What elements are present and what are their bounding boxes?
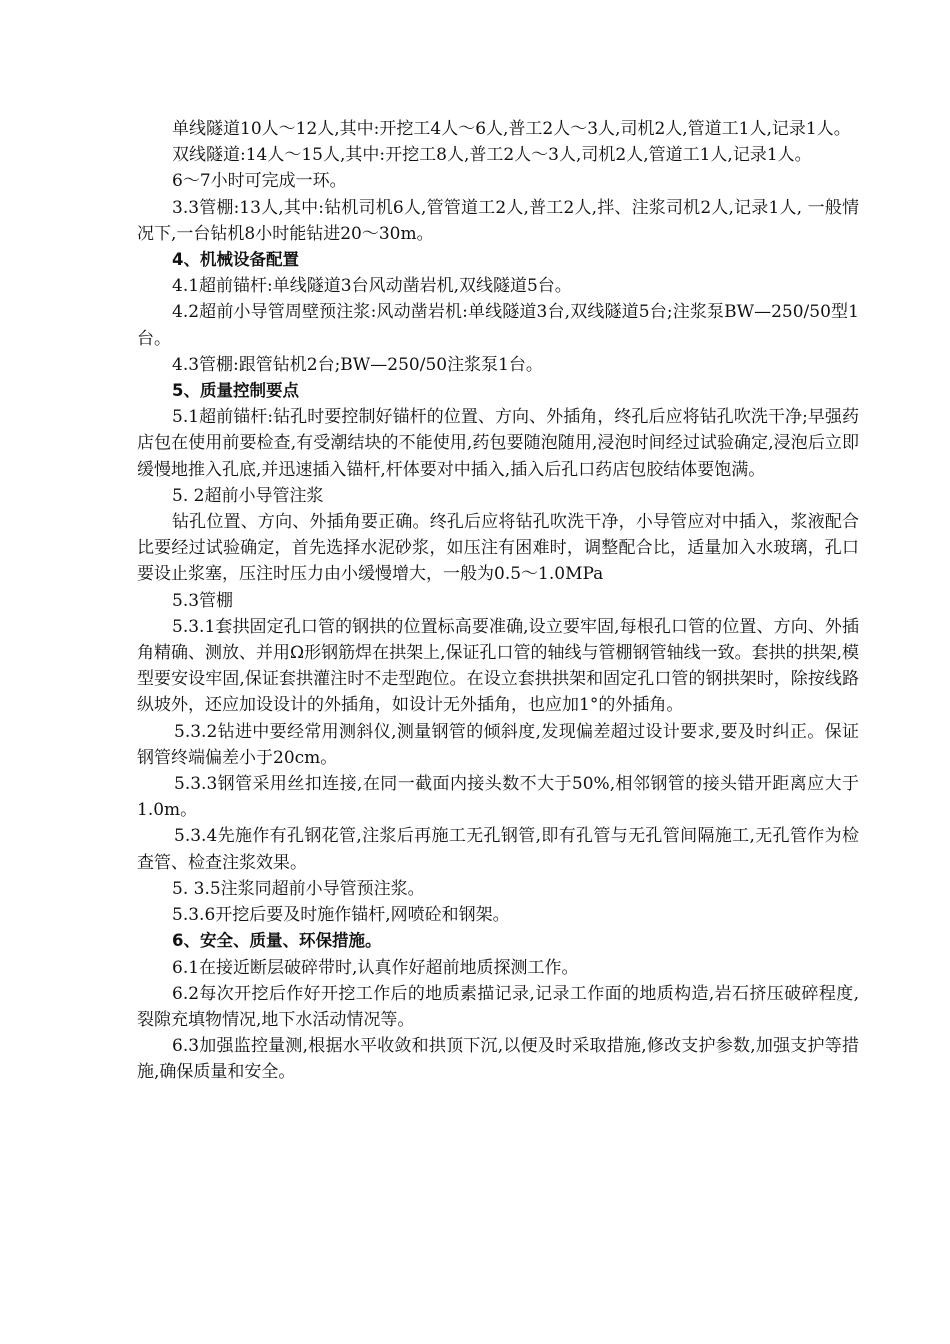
paragraph-5-3-4: 5.3.4先施作有孔钢花管,注浆后再施工无孔钢管,即有孔管与无孔管间隔施工,无孔管作为检查管、检查注浆效果。 [137, 826, 859, 873]
paragraph-3-3-pipe-shed-staff: 3.3管棚:13人,其中:钻机司机6人,管管道工2人,普工2人,拌、注浆司机2人,记录1人, 一般情况下,一台钻机8小时能钻进20～30m。 [137, 197, 859, 244]
paragraph-5-2-title: 5. 2超前小导管注浆 [172, 485, 324, 506]
paragraph-5-2-body: 钻孔位置、方向、外插角要正确。终孔后应将钻孔吹洗干净，小导管应对中插入，浆液配合比要经过试验确定，首先选择水泥砂浆，如压注有困难时，调整配合比，适量加入水玻璃，孔口要设止浆塞，压注时压力由小缓慢增大，一般为0.5～1.0MPa [137, 512, 859, 585]
paragraph-single-track-staff: 单线隧道10人～12人,其中:开挖工4人～6人,普工2人～3人,司机2人,管道工1人,记录1人。 [172, 119, 851, 139]
paragraph-6-2: 6.2每次开挖后作好开挖工作后的地质素描记录,记录工作面的地质构造,岩石挤压破碎程度,裂隙充填物情况,地下水活动情况等。 [137, 983, 859, 1030]
document-body [137, 116, 859, 1086]
paragraph-5-1: 5.1超前锚杆:钻孔时要控制好锚杆的位置、方向、外插角，终孔后应将钻孔吹洗干净;早强药店包在使用前要检查,有受潮结块的不能使用,药包要随泡随用,浸泡时间经过试验确定,浸泡后立即缓慢地推入孔底,并迅速插入锚杆,杆体要对中插入,插入后孔口药店包胶结体要饱满。 [137, 407, 859, 480]
heading-6-safety-quality-environment: 6、安全、质量、环保措施。 [172, 931, 382, 951]
paragraph-cycle-time: 6～7小时可完成一环。 [172, 171, 347, 192]
paragraph-4-3: 4.3管棚:跟管钻机2台;BW—250/50注浆泵1台。 [172, 354, 543, 375]
paragraph-5-3-2: 5.3.2钻进中要经常用测斜仪,测量钢管的倾斜度,发现偏差超过设计要求,要及时纠正。保证钢管终端偏差小于20cm。 [137, 721, 859, 768]
paragraph-5-3-title: 5.3管棚 [172, 590, 234, 611]
paragraph-6-3: 6.3加强监控量测,根据水平收敛和拱顶下沉,以便及时采取措施,修改支护参数,加强支护等措施,确保质量和安全。 [137, 1036, 859, 1083]
paragraph-5-3-6: 5.3.6开挖后要及时施作锚杆,网喷砼和钢架。 [172, 905, 510, 926]
paragraph-5-3-1: 5.3.1套拱固定孔口管的钢拱的位置标高要准确,设立要牢固,每根孔口管的位置、方向、外插角精确、测放、并用Ω形钢筋焊在拱架上,保证孔口管的轴线与管棚钢管轴线一致。套拱的拱架,模型要安设牢固,保证套拱灌注时不走型跑位。在设立套拱拱架和固定孔口管的钢拱架时，除按线路纵坡外，还应加设设计的外插角，如设计无外插角，也应加1°的外插角。 [137, 616, 859, 716]
paragraph-5-3-3: 5.3.3钢管采用丝扣连接,在同一截面内接头数不大于50%,相邻钢管的接头错开距离应大于1.0m。 [137, 774, 859, 821]
paragraph-4-2: 4.2超前小导管周壁预注浆:风动凿岩机:单线隧道3台,双线隧道5台;注浆泵BW—250/50型1台。 [137, 302, 859, 349]
paragraph-5-3-5: 5. 3.5注浆同超前小导管预注浆。 [172, 878, 425, 899]
paragraph-4-1: 4.1超前锚杆:单线隧道3台风动凿岩机,双线隧道5台。 [172, 276, 572, 297]
heading-5-quality-control: 5、质量控制要点 [172, 381, 299, 401]
paragraph-double-track-staff: 双线隧道:14人～15人,其中:开挖工8人,普工2人～3人,司机2人,管道工1人,记录1人。 [172, 145, 812, 166]
paragraph-6-1: 6.1在接近断层破碎带时,认真作好超前地质探测工作。 [172, 957, 579, 978]
heading-4-equipment: 4、机械设备配置 [172, 250, 299, 270]
